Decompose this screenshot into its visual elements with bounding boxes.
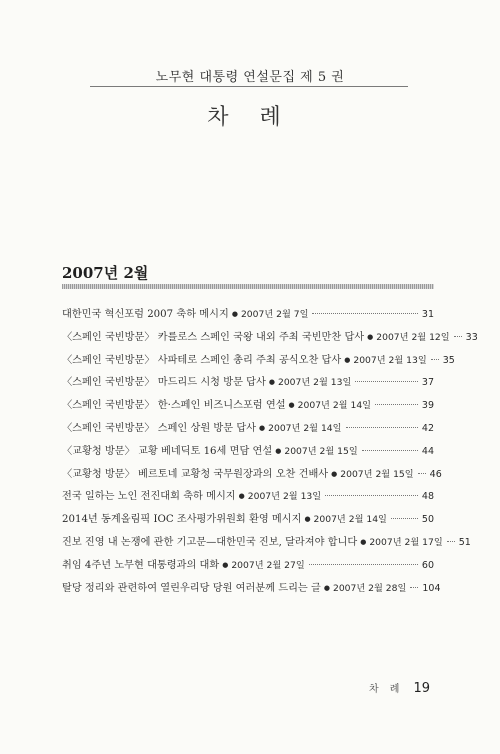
bullet-separator: ●: [238, 492, 245, 501]
entry-page: 48: [421, 491, 434, 503]
footer-label: 차 례: [368, 684, 404, 695]
entry-title: 〈스페인 국빈방문〉 카를로스 스페인 국왕 내외 주최 국빈만찬 답사: [62, 331, 365, 343]
entry-date: 2007년 2월 7일: [240, 309, 309, 320]
entry-title: 〈스페인 국빈방문〉 마드리드 시청 방문 답사: [62, 377, 266, 389]
dot-leader: [355, 381, 418, 382]
toc-entries: [62, 305, 478, 601]
entry-page: 35: [442, 354, 455, 366]
entry-date: 2007년 2월 27일: [231, 559, 305, 571]
entry-date: 2007년 2월 13일: [353, 354, 427, 366]
entry-title: 취임 4주년 노무현 대통령과의 대화: [62, 559, 220, 571]
dot-leader: [431, 359, 439, 360]
dot-leader: [312, 313, 417, 314]
section-title: 2007년 2월: [62, 264, 149, 282]
toc-entry[interactable]: [62, 465, 442, 488]
entry-title: 〈스페인 국빈방문〉 한·스페인 비즈니스포럼 연설: [62, 400, 286, 412]
entry-page: 31: [421, 309, 434, 320]
toc-entry[interactable]: [62, 373, 434, 396]
toc-entry[interactable]: [62, 510, 434, 533]
toc-entry[interactable]: [62, 328, 478, 351]
dot-leader: [447, 541, 455, 542]
bullet-separator: ●: [231, 310, 238, 318]
bullet-separator: ●: [222, 560, 229, 569]
toc-entry[interactable]: [62, 305, 434, 328]
bullet-separator: ●: [288, 401, 295, 410]
entry-date: 2007년 2월 15일: [340, 468, 414, 480]
entry-date: 2007년 2월 14일: [313, 514, 387, 526]
toc-entry[interactable]: [62, 556, 434, 579]
entry-title: 〈스페인 국빈방문〉 사파테로 스페인 총리 주최 공식오찬 답사: [62, 354, 342, 366]
page-number: 19: [413, 681, 430, 696]
section-divider: [62, 284, 434, 289]
series-title: 노무현 대통령 연설문집 제 5 권: [155, 70, 345, 85]
toc-heading: 차 례: [207, 105, 293, 130]
entry-page: 39: [421, 400, 434, 412]
top-rule: [90, 86, 408, 87]
entry-page: 33: [465, 331, 478, 343]
entry-date: 2007년 2월 15일: [284, 445, 358, 457]
entry-title: 대한민국 혁신포럼 2007 축하 메시지: [62, 309, 229, 320]
entry-title: 〈교황청 방문〉 교황 베네딕토 16세 면담 연설: [62, 445, 273, 457]
toc-entry[interactable]: [62, 579, 441, 602]
dot-leader: [325, 495, 418, 496]
entry-title: 2014년 동계올림픽 IOC 조사평가위원회 환영 메시지: [62, 514, 302, 526]
entry-page: 37: [421, 377, 434, 389]
entry-title: 〈교황청 방문〉 베르토네 교황청 국무원장과의 오찬 건배사: [62, 468, 329, 480]
bullet-separator: ●: [259, 423, 266, 432]
bullet-separator: ●: [331, 469, 338, 478]
entry-page: 51: [458, 536, 471, 548]
entry-date: 2007년 2월 13일: [277, 377, 352, 389]
entry-date: 2007년 2월 14일: [297, 400, 372, 412]
toc-entry[interactable]: [62, 396, 434, 419]
entry-page: 44: [421, 445, 434, 457]
entry-date: 2007년 2월 17일: [369, 536, 443, 548]
bullet-separator: ●: [344, 355, 351, 364]
dot-leader: [346, 427, 418, 428]
entry-date: 2007년 2월 12일: [376, 331, 450, 343]
bullet-separator: ●: [268, 378, 275, 387]
bullet-separator: ●: [275, 446, 282, 455]
page-footer: [369, 680, 430, 696]
toc-entry[interactable]: [62, 487, 434, 510]
entry-title: 전국 일하는 노인 전진대회 축하 메시지: [62, 491, 236, 503]
entry-title: 탈당 정리와 관련하여 열린우리당 당원 여러분께 드리는 글: [62, 582, 321, 594]
entry-date: 2007년 2월 14일: [268, 422, 342, 434]
entry-page: 104: [422, 582, 441, 594]
dot-leader: [410, 587, 418, 588]
dot-leader: [418, 473, 426, 474]
entry-title: 진보 진영 내 논쟁에 관한 기고문—대한민국 진보, 달라져야 합니다: [62, 536, 358, 548]
toc-entry[interactable]: [62, 351, 455, 374]
bullet-separator: ●: [360, 537, 367, 546]
toc-entry[interactable]: [62, 442, 434, 465]
entry-page: 46: [429, 468, 442, 480]
entry-title: 〈스페인 국빈방문〉 스페인 상원 방문 답사: [62, 422, 257, 434]
toc-entry[interactable]: [62, 533, 471, 556]
entry-page: 50: [421, 514, 434, 526]
bullet-separator: ●: [367, 332, 374, 341]
dot-leader: [454, 336, 462, 337]
bullet-separator: ●: [304, 515, 311, 524]
dot-leader: [375, 404, 418, 405]
dot-leader: [391, 518, 418, 519]
bullet-separator: ●: [323, 583, 330, 592]
entry-page: 42: [421, 422, 434, 434]
entry-page: 60: [421, 559, 434, 571]
toc-entry[interactable]: [62, 419, 434, 442]
dot-leader: [309, 564, 418, 565]
dot-leader: [362, 450, 418, 451]
entry-date: 2007년 2월 28일: [332, 582, 407, 594]
entry-date: 2007년 2월 13일: [247, 491, 322, 503]
